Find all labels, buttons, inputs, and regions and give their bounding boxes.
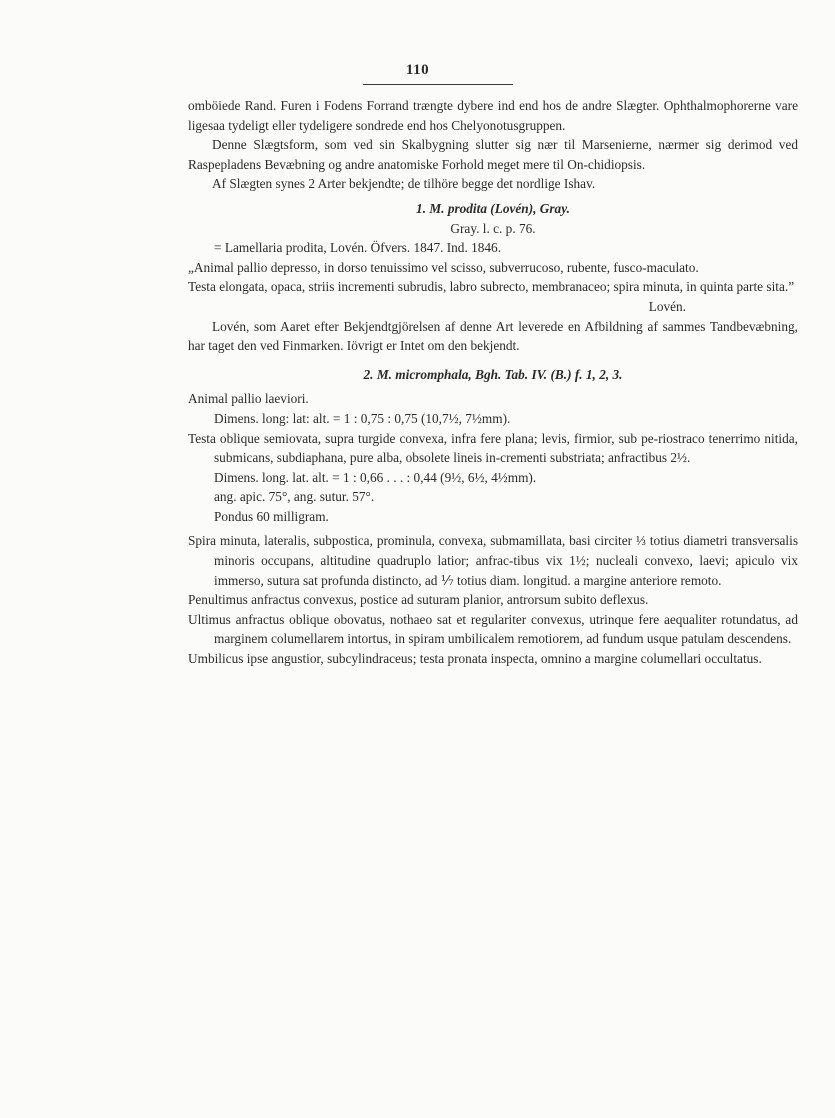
species-2-heading: 2. M. micromphala, Bgh. Tab. IV. (B.) f. 1, 2, 3.	[363, 366, 623, 382]
species-1-reference-gray: Gray. l. c. p. 76.	[450, 220, 536, 236]
species-2-umbilicus: Umbilicus ipse angustior, subcylindraceus; testa pronata inspecta, omnino a margine columellari occultatus.	[188, 651, 762, 667]
species-1-diagnosis-animal: „Animal pallio depresso, in dorso tenuissimo vel scisso, subverrucoso, rubente, fusco-maculato.	[188, 259, 699, 275]
page-number: 110	[405, 62, 430, 78]
species-1-heading: 1. M. prodita (Lovén), Gray.	[416, 200, 570, 216]
paragraph-affinities: Denne Slægtsform, som ved sin Skalbygning slutter sig nær til Marsenierne, nærmer sig derimod ved Raspepladens Bevæbning og andre anatomiske Forhold meget mere til On-chidiopsis.	[188, 137, 798, 172]
species-2-animal: Animal pallio laeviori.	[188, 391, 309, 407]
species-2-weight: Pondus 60 milligram.	[214, 508, 329, 524]
species-2-dimensions-animal: Dimens. long: lat: alt. = 1 : 0,75 : 0,75 (10,7½, 7½mm).	[214, 410, 511, 426]
paragraph-genus-description: omböiede Rand. Furen i Fodens Forrand trængte dybere ind end hos de andre Slægter. Ophthalmophorerne vare ligesaa tydeligt eller tydeligere sondrede end hos Chelyonotusgruppen.	[188, 98, 798, 133]
species-1-author: Lovén.	[648, 298, 686, 314]
body-text	[188, 96, 798, 669]
species-2-dimensions-testa: Dimens. long. lat. alt. = 1 : 0,66 . . . : 0,44 (9½, 6½, 4½mm).	[214, 469, 537, 485]
species-2-angles: ang. apic. 75°, ang. sutur. 57°.	[214, 489, 375, 505]
species-2-spira: Spira minuta, lateralis, subpostica, prominula, convexa, submamillata, basi circiter ⅓ totius diametri transversalis minoris occupans, altitudine quadruplo latior; anfrac-tibus vix 1½; nucleali convexo, laevi; apiculo vix immerso, sutura sat profunda distincto, ad ⅐ totius diam. longitud. a margine anteriore remoto.	[188, 533, 798, 588]
page-number-rule	[363, 84, 513, 85]
species-1-remark: Lovén, som Aaret efter Bekjendtgjörelsen af denne Art leverede en Afbildning af sammes Tandbevæbning, har taget den ved Finmarken. Iövrigt er Intet om den bekjendt.	[188, 318, 798, 354]
species-2-penultimus: Penultimus anfractus convexus, postice ad suturam planior, antrorsum subito deflexus.	[188, 592, 649, 608]
species-2-testa: Testa oblique semiovata, supra turgide convexa, infra fere plana; levis, firmior, sub pe-riostraco tenerrimo nitida, submicans, subdiaphana, pure alba, obsolete lineis in-crementi substriata; anfractibus 2½.	[188, 430, 798, 466]
species-1-diagnosis-testa: Testa elongata, opaca, striis incrementi subrudis, labro subrecto, membranaceo; spira minuta, in quinta parte sita.”	[188, 279, 795, 295]
species-1-synonym: = Lamellaria prodita, Lovén. Öfvers. 1847. Ind. 1846.	[214, 240, 502, 256]
species-2-ultimus: Ultimus anfractus oblique obovatus, nothaeo sat et regulariter convexus, utrinque fere aequaliter rotundatus, ad marginem columellarem intortus, in spiram umbilicalem remotiorem, ad fundum usque patulam descendens.	[188, 611, 798, 647]
paragraph-species-count: Af Slægten synes 2 Arter bekjendte; de tilhöre begge det nordlige Ishav.	[212, 176, 596, 192]
